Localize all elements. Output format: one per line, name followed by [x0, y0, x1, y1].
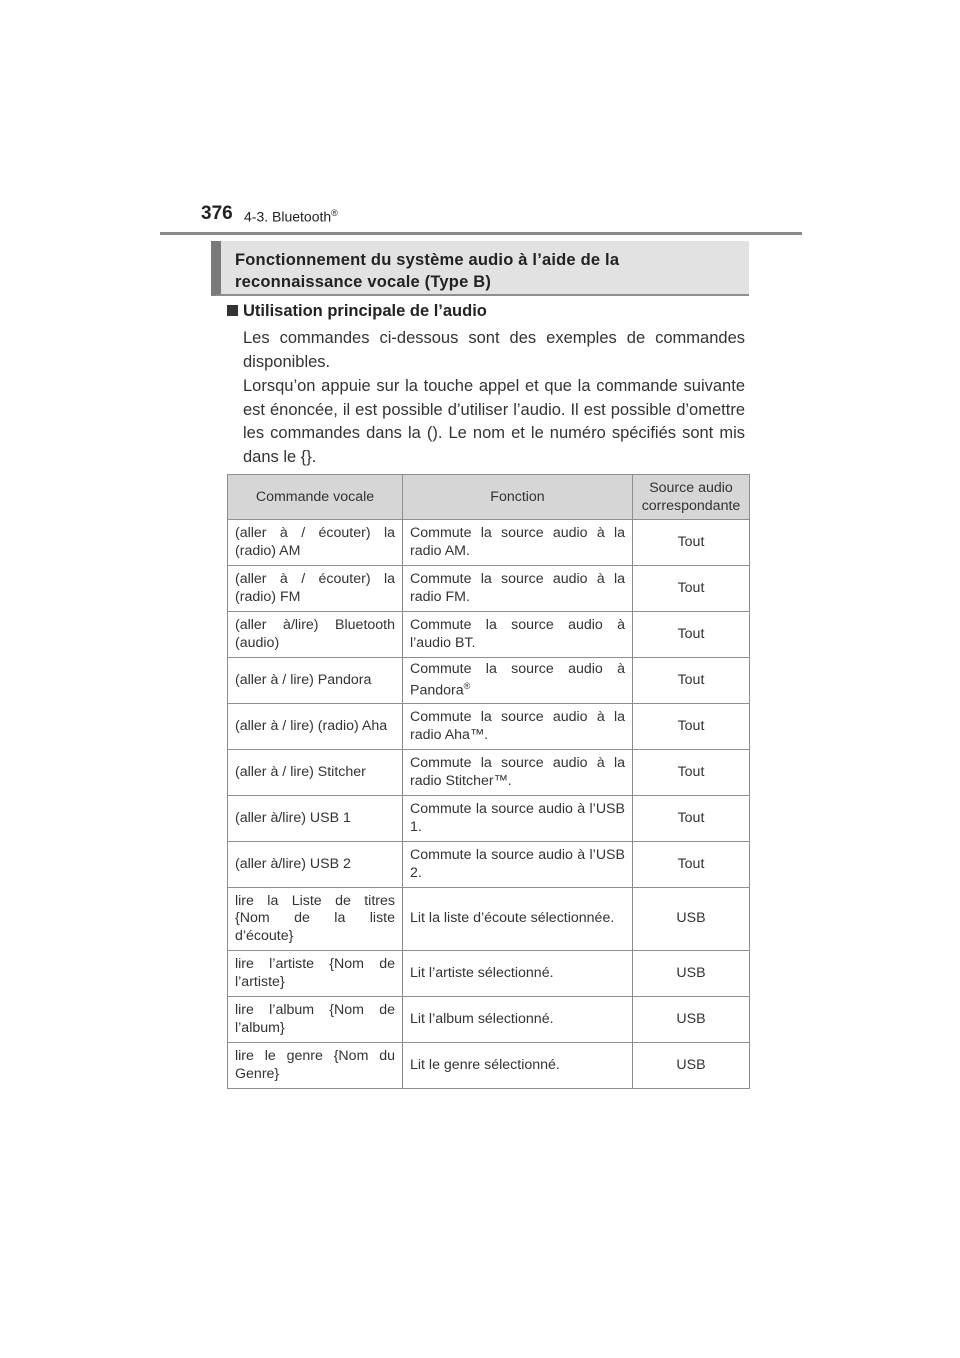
table-row: [228, 520, 750, 566]
function-cell: Commute la source audio à l’audio BT.: [403, 612, 633, 658]
section-label: [244, 208, 338, 225]
voice-commands-table: [227, 474, 750, 1089]
source-cell: USB: [633, 997, 750, 1043]
command-cell: lire l’album {Nom de l’album}: [228, 997, 403, 1043]
source-cell: Tout: [633, 750, 750, 796]
function-cell: Commute la source audio à la radio AM.: [403, 520, 633, 566]
command-cell: (aller à / lire) (radio) Aha: [228, 704, 403, 750]
source-cell: USB: [633, 951, 750, 997]
function-cell: Commute la source audio à la radio Stitcher™.: [403, 750, 633, 796]
command-cell: (aller à / lire) Pandora: [228, 658, 403, 704]
table-row: [228, 997, 750, 1043]
table-row: [228, 842, 750, 888]
table-row: [228, 658, 750, 704]
source-cell: Tout: [633, 612, 750, 658]
table-header-row: [228, 475, 750, 520]
function-cell: Commute la source audio à la radio Aha™.: [403, 704, 633, 750]
function-cell: [403, 658, 633, 704]
command-cell: lire la Liste de titres {Nom de la liste d’écoute}: [228, 888, 403, 951]
command-cell: lire l’artiste {Nom de l’artiste}: [228, 951, 403, 997]
header-divider: [160, 232, 802, 235]
section-label-text: 4-3. Bluetooth: [244, 208, 332, 225]
table-row: [228, 1043, 750, 1089]
registered-mark: ®: [331, 208, 338, 218]
source-cell: Tout: [633, 566, 750, 612]
function-cell: Commute la source audio à l’USB 2.: [403, 842, 633, 888]
subsection-heading: [227, 302, 487, 321]
column-header-command: Commande vocale: [228, 475, 403, 520]
column-header-source: Source audio correspondante: [633, 475, 750, 520]
page-number: 376: [201, 203, 233, 224]
table-row: [228, 612, 750, 658]
source-cell: USB: [633, 888, 750, 951]
square-bullet-icon: [227, 305, 238, 316]
section-title-box: [211, 241, 749, 296]
function-cell: Commute la source audio à l’USB 1.: [403, 796, 633, 842]
function-cell: Lit le genre sélectionné.: [403, 1043, 633, 1089]
table-row: [228, 951, 750, 997]
column-header-function: Fonction: [403, 475, 633, 520]
command-cell: lire le genre {Nom du Genre}: [228, 1043, 403, 1089]
command-cell: (aller à/lire) USB 2: [228, 842, 403, 888]
subsection-heading-text: Utilisation principale de l’audio: [243, 302, 487, 320]
table-row: [228, 750, 750, 796]
function-cell: Commute la source audio à la radio FM.: [403, 566, 633, 612]
function-cell: Lit l’artiste sélectionné.: [403, 951, 633, 997]
instructions-paragraph: Lorsqu’on appuie sur la touche appel et que la commande suivante est énoncée, il est possible d’utiliser l’audio. Il est possible d’omettre les commandes dans la (). Le nom et le numéro spécifiés sont mis dans le {}.: [243, 377, 745, 466]
table-row: [228, 796, 750, 842]
source-cell: Tout: [633, 842, 750, 888]
source-cell: USB: [633, 1043, 750, 1089]
command-cell: (aller à / écouter) la (radio) AM: [228, 520, 403, 566]
command-cell: (aller à / lire) Stitcher: [228, 750, 403, 796]
command-cell: (aller à / écouter) la (radio) FM: [228, 566, 403, 612]
source-cell: Tout: [633, 520, 750, 566]
table-row: [228, 888, 750, 951]
command-cell: (aller à/lire) Bluetooth (audio): [228, 612, 403, 658]
command-cell: (aller à/lire) USB 1: [228, 796, 403, 842]
function-cell: Lit l’album sélectionné.: [403, 997, 633, 1043]
table-row: [228, 566, 750, 612]
source-cell: Tout: [633, 796, 750, 842]
section-title: Fonctionnement du système audio à l’aide de la reconnaissance vocale (Type B): [235, 251, 620, 291]
function-text: Commute la source audio à Pandora: [410, 660, 625, 699]
registered-mark: ®: [463, 681, 471, 692]
function-cell: Lit la liste d’écoute sélectionnée.: [403, 888, 633, 951]
intro-paragraph: Les commandes ci-dessous sont des exemples de commandes disponibles.: [243, 329, 745, 371]
table-row: [228, 704, 750, 750]
source-cell: Tout: [633, 704, 750, 750]
source-cell: Tout: [633, 658, 750, 704]
